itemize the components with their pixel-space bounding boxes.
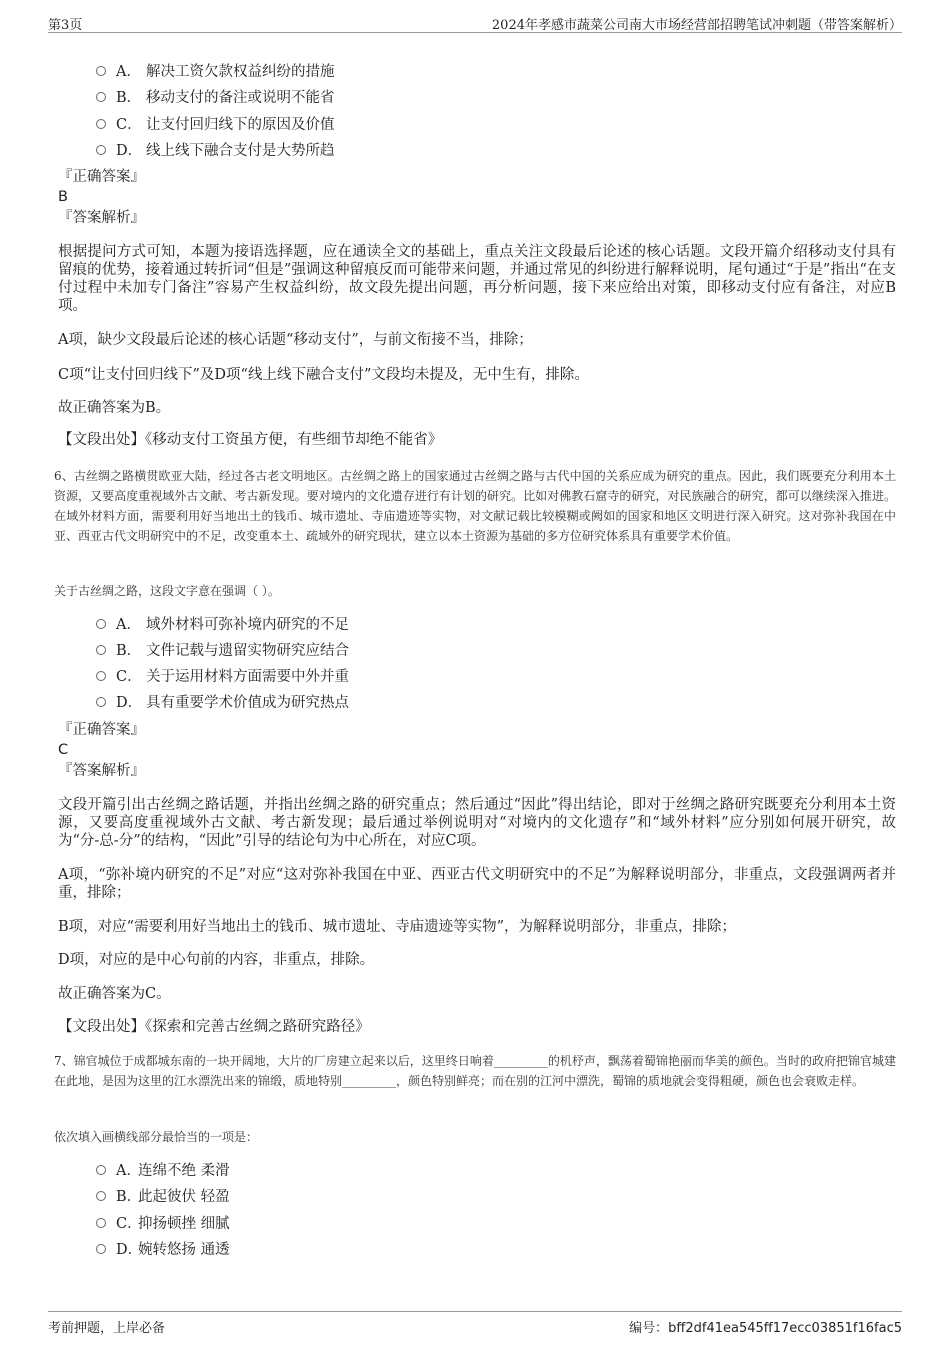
q5-option-c[interactable]: C． 让支付回归线下的原因及价值 (96, 115, 335, 135)
document-title: 2024年孝感市蔬菜公司南大市场经营部招聘笔试冲刺题（带答案解析） (491, 18, 902, 33)
q6-analysis-conclusion: 故正确答案为C。 (58, 986, 171, 1002)
q6-option-a[interactable]: A． 域外材料可弥补境内研究的不足 (96, 615, 349, 635)
q6-option-b[interactable]: B． 文件记载与遗留实物研究应结合 (96, 641, 349, 661)
q7-passage: 7、锦官城位于成都城东南的一块开阔地，大片的厂房建立起来以后，这里终日响着_________的机杼声，飘荡着蜀锦艳丽而华美的颜色。当时的政府把锦官城建在此地，是因为这里的江水漂洗出来的锦缎，质地特别_________，颜色特别鲜亮；而在别的江河中漂洗，蜀锦的质地就会变得粗硬，颜色也会衰败走样。 (54, 1054, 896, 1088)
q5-option-a[interactable]: A． 解决工资欠款权益纠纷的措施 (96, 62, 335, 82)
radio-icon[interactable] (96, 66, 106, 76)
q5-analysis-main: 根据提问方式可知，本题为接语选择题，应在通读全文的基础上，重点关注文段最后论述的核心话题。文段开篇介绍移动支付具有留痕的优势，接着通过转折词“但是”强调这种留痕反而可能带来问题，并通过常见的纠纷进行解释说明，尾句通过“于是”指出“在支付过程中未加专门备注”容易产生权益纠纷，故文段先提出问题，再分析问题，接下来应给出对策，即移动支付应有备注，对应B项。 (58, 244, 896, 314)
q6-analysis-main: 文段开篇引出古丝绸之路话题，并指出丝绸之路的研究重点；然后通过“因此”得出结论，即对于丝绸之路研究既要充分利用本土资源，又要高度重视域外古文献、考古新发现；最后通过举例说明对“对境内的文化遗存”和“域外材料”应分别如何展开研究，故为“分-总-分”的结构，“因此”引导的结论句为中心所在，对应C项。 (58, 797, 896, 849)
radio-icon[interactable] (96, 645, 106, 655)
radio-icon[interactable] (96, 1191, 106, 1201)
correct-answer-label: 『正确答案』 (58, 722, 145, 738)
analysis-label: 『答案解析』 (58, 210, 145, 226)
radio-icon[interactable] (96, 697, 106, 707)
q5-analysis-cd: C项“让支付回归线下”及D项“线上线下融合支付”文段均未提及，无中生有，排除。 (58, 367, 589, 383)
q5-analysis-a: A项，缺少文段最后论述的核心话题“移动支付”，与前文衔接不当，排除； (58, 332, 533, 348)
q7-option-a[interactable]: A．连绵不绝 柔滑 (96, 1161, 230, 1181)
q7-option-c[interactable]: C．抑扬顿挫 细腻 (96, 1214, 230, 1234)
q7-option-b[interactable]: B．此起彼伏 轻盈 (96, 1187, 230, 1207)
q6-analysis-a: A项，“弥补境内研究的不足”对应“这对弥补我国在中亚、西亚古代文明研究中的不足”为解释说明部分，非重点，文段强调两者并重，排除； (58, 867, 896, 901)
radio-icon[interactable] (96, 92, 106, 102)
footer-slogan: 考前押题，上岸必备 (48, 1321, 166, 1336)
q5-analysis-conclusion: 故正确答案为B。 (58, 400, 171, 416)
correct-answer-label: 『正确答案』 (58, 169, 145, 185)
q6-passage: 6、古丝绸之路横贯欧亚大陆，经过各古老文明地区。古丝绸之路上的国家通过古丝绸之路与古代中国的关系应成为研究的重点。因此，我们既要充分利用本土资源，又要高度重视域外古文献、考古新发现。要对境内的文化遗存进行有计划的研究。比如对佛教石窟寺的研究，对民族融合的研究，都可以继续深入推进。在域外材料方面，需要利用好当地出土的钱币、城市遗址、寺庙遗迹等实物，对文献记载比较模糊或阙如的国家和地区文明进行深入研究。这对弥补我国在中亚、西亚古代文明研究中的不足，改变重本土、疏域外的研究现状，建立以本土资源为基础的多方位研究体系具有重要学术价值。 (54, 469, 896, 543)
radio-icon[interactable] (96, 619, 106, 629)
q7-stem: 依次填入画横线部分最恰当的一项是： (54, 1130, 259, 1144)
page-footer (48, 1311, 902, 1336)
document-code: 编号：bff2df41ea545ff17ecc03851f16fac5 (629, 1321, 902, 1336)
q6-option-c[interactable]: C． 关于运用材料方面需要中外并重 (96, 667, 349, 687)
q5-option-b[interactable]: B． 移动支付的备注或说明不能省 (96, 88, 335, 108)
radio-icon[interactable] (96, 671, 106, 681)
q6-analysis-d: D项，对应的是中心句前的内容，非重点，排除。 (58, 952, 375, 968)
q5-source: 【文段出处】《移动支付工资虽方便，有些细节却绝不能省》 (58, 432, 443, 448)
correct-answer-value: C (58, 742, 69, 758)
q5-option-d[interactable]: D． 线上线下融合支付是大势所趋 (96, 141, 335, 161)
analysis-label: 『答案解析』 (58, 763, 145, 779)
q7-option-d[interactable]: D．婉转悠扬 通透 (96, 1240, 230, 1260)
q6-source: 【文段出处】《探索和完善古丝绸之路研究路径》 (58, 1019, 370, 1035)
q6-stem: 关于古丝绸之路，这段文字意在强调（ ）。 (54, 584, 280, 598)
q6-option-d[interactable]: D． 具有重要学术价值成为研究热点 (96, 693, 349, 713)
page-header (48, 12, 902, 33)
radio-icon[interactable] (96, 1165, 106, 1175)
radio-icon[interactable] (96, 1244, 106, 1254)
radio-icon[interactable] (96, 119, 106, 129)
radio-icon[interactable] (96, 1218, 106, 1228)
radio-icon[interactable] (96, 145, 106, 155)
page-number: 第3页 (48, 18, 83, 33)
q6-analysis-b: B项，对应“需要利用好当地出土的钱币、城市遗址、寺庙遗迹等实物”，为解释说明部分，非重点，排除； (58, 919, 736, 935)
correct-answer-value: B (58, 189, 68, 205)
